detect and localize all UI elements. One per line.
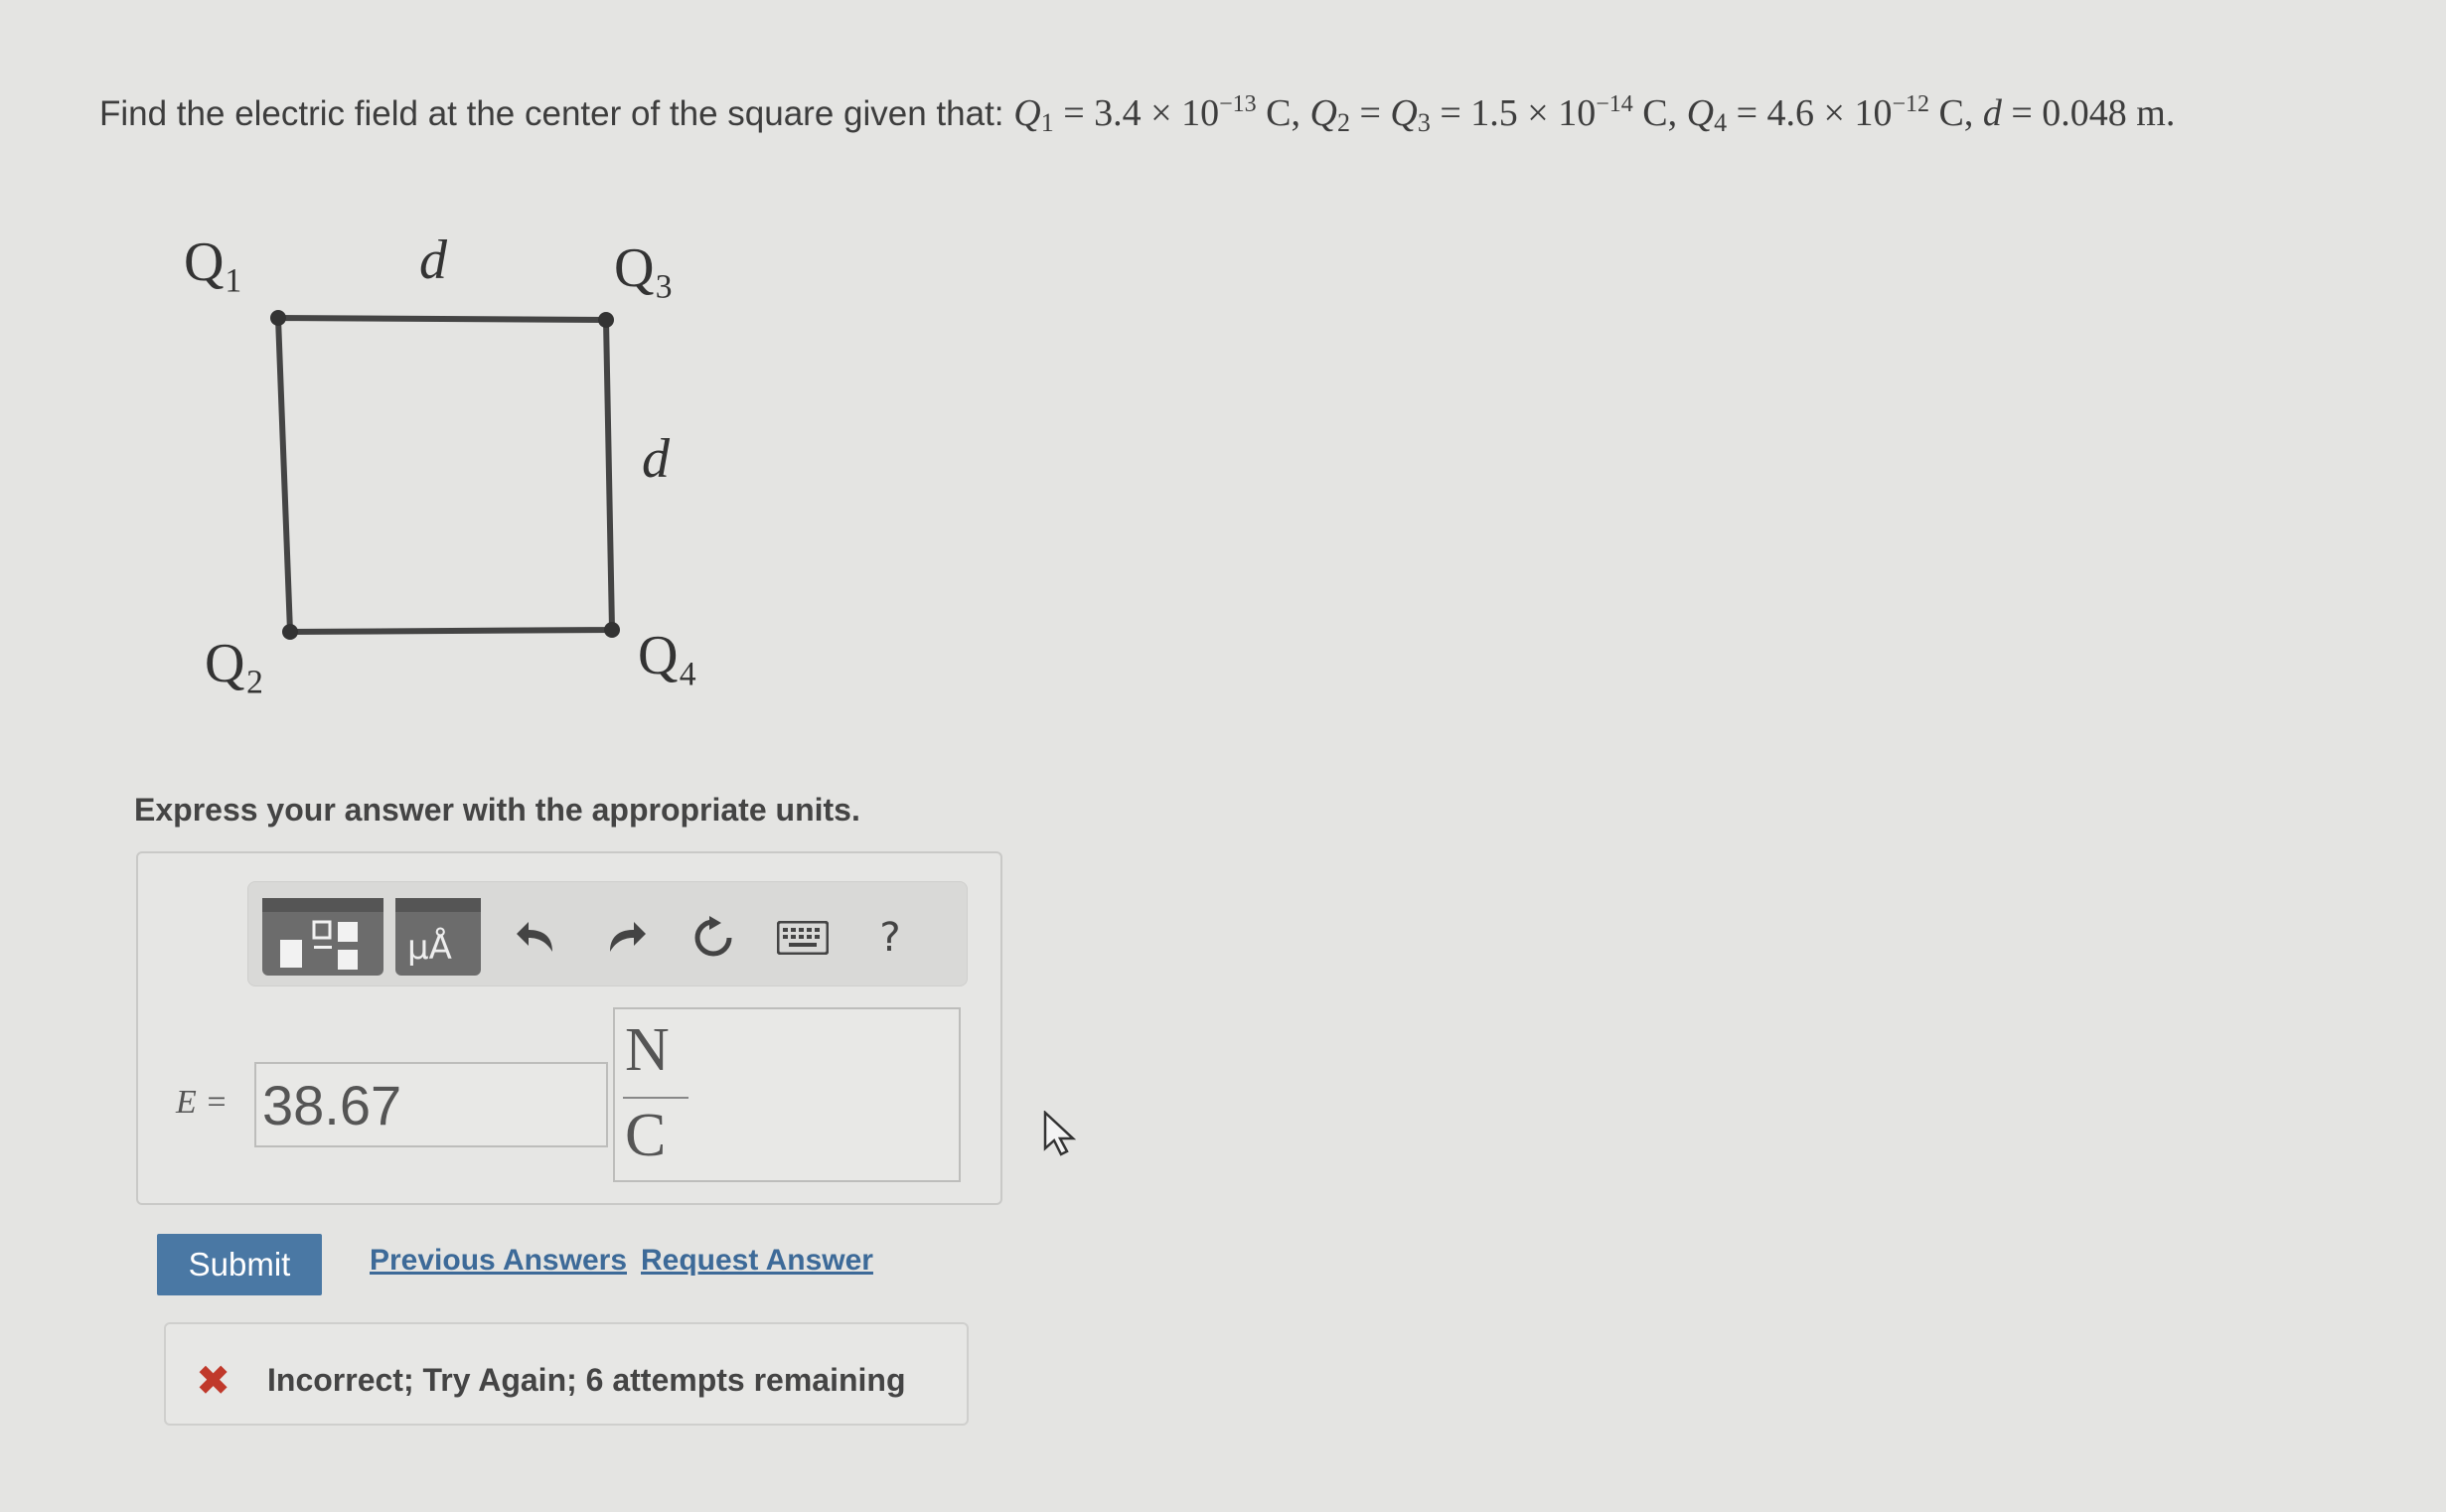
previous-answers-link[interactable]: Previous Answers [370, 1244, 627, 1277]
redo-arrow-glyph [604, 918, 648, 958]
unit-input[interactable] [613, 1007, 961, 1182]
incorrect-x-icon: ✖ [196, 1356, 231, 1405]
q4-exponent: −12 [1892, 91, 1929, 117]
q1-value: = 3.4 × 10 [1053, 92, 1220, 134]
unit-fraction-bar [623, 1097, 688, 1099]
q23-value: = 1.5 × 10 [1430, 92, 1597, 134]
d-value: = 0.048 m. [2001, 92, 2176, 134]
q3-subscript: 3 [1417, 108, 1431, 137]
q2-dot [282, 624, 298, 640]
label-d-top: d [419, 229, 447, 291]
problem-statement [99, 91, 2175, 138]
answer-box [136, 851, 1002, 1205]
request-answer-link[interactable]: Request Answer [641, 1244, 873, 1277]
units-button[interactable] [395, 898, 481, 976]
q4-subscript: 4 [1714, 108, 1728, 137]
q4-unit: C, [1929, 92, 1983, 134]
feedback-box [164, 1322, 969, 1426]
keyboard-icon[interactable] [775, 910, 831, 966]
label-q4: Q₄ [638, 625, 697, 686]
undo-arrow-glyph [515, 918, 558, 958]
math-toolbar [247, 881, 968, 986]
submit-button[interactable]: Submit [157, 1234, 322, 1295]
problem-math [1013, 91, 2176, 137]
d-symbol: d [1982, 92, 2002, 134]
unit-numerator: N [625, 1016, 670, 1084]
templates-icon [262, 898, 383, 976]
q23-unit: C, [1632, 92, 1687, 134]
undo-icon[interactable] [509, 910, 564, 966]
q2-subscript: 2 [1336, 108, 1350, 137]
label-d-right: d [642, 428, 670, 490]
q3-symbol: Q [1390, 92, 1418, 134]
q1-dot [270, 310, 286, 326]
q4-symbol: Q [1686, 92, 1715, 134]
mouse-pointer-icon [1043, 1111, 1077, 1158]
square-outline [278, 318, 612, 632]
q2-symbol: Q [1309, 92, 1337, 134]
variable-label: E = [176, 1084, 229, 1121]
q3-dot [598, 312, 614, 328]
reset-icon[interactable] [686, 910, 741, 966]
label-q3: Q₃ [614, 237, 674, 299]
templates-button[interactable] [262, 898, 383, 976]
units-icon: μÅ [407, 928, 452, 968]
feedback-message: Incorrect; Try Again; 6 attempts remaining [267, 1362, 906, 1398]
q1-subscript: 1 [1040, 108, 1054, 137]
charge-square-diagram [169, 228, 725, 725]
value-input[interactable]: 38.67 [254, 1062, 608, 1147]
unit-denominator: C [625, 1102, 667, 1169]
q23-exponent: −14 [1596, 91, 1633, 117]
q1-symbol: Q [1013, 92, 1041, 134]
q4-dot [604, 622, 620, 638]
q1-unit: C, [1256, 92, 1310, 134]
answer-instruction: Express your answer with the appropriate units. [134, 792, 860, 828]
q3-equals: = [1349, 92, 1391, 134]
label-q2: Q₂ [205, 633, 264, 694]
problem-prefix: Find the electric field at the center of the square given that: [99, 94, 1014, 133]
q4-value: = 4.6 × 10 [1727, 92, 1893, 134]
help-icon[interactable]: ? [879, 915, 901, 961]
label-q1: Q₁ [184, 231, 243, 293]
redo-icon[interactable] [598, 910, 654, 966]
keyboard-glyph [777, 921, 829, 955]
reset-circle-glyph [691, 916, 735, 960]
q1-exponent: −13 [1219, 91, 1257, 117]
